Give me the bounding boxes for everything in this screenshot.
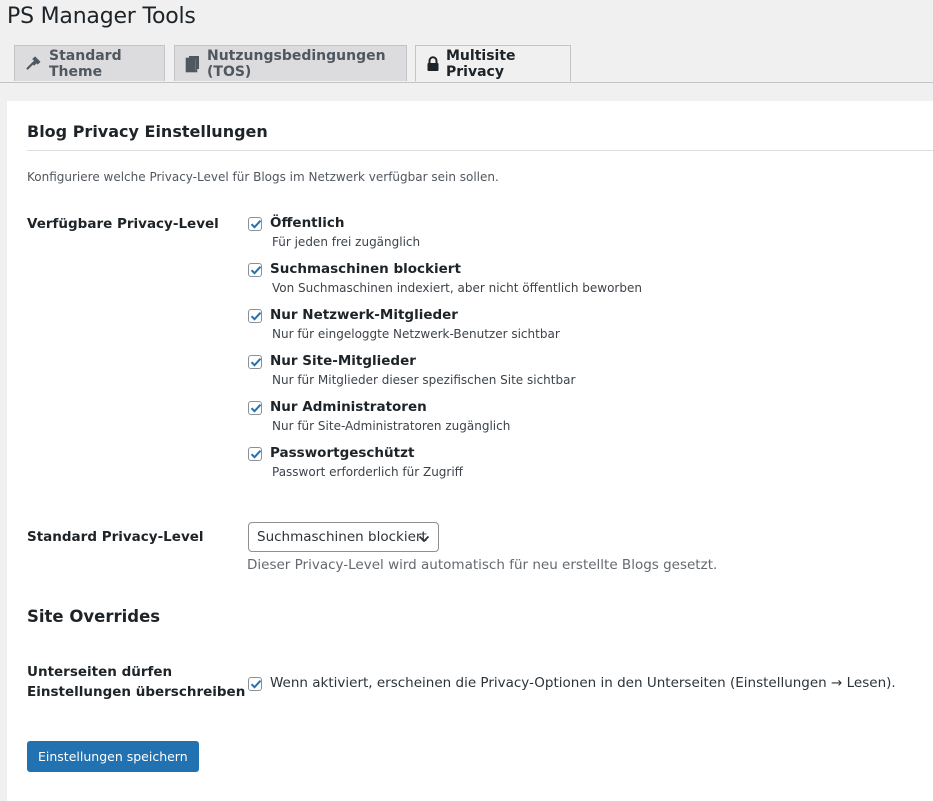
tab-multisite-privacy[interactable] [415, 45, 571, 82]
option-description: Nur für Mitglieder dieser spezifischen Site sichtbar [272, 373, 576, 387]
checkmark-icon [248, 308, 264, 324]
section-title: Blog Privacy Einstellungen [27, 122, 268, 141]
hammer-icon [25, 55, 43, 73]
tab-standard-theme[interactable] [14, 45, 165, 81]
checkmark-icon [248, 262, 264, 278]
checkmark-icon [248, 446, 264, 462]
default-level-description: Dieser Privacy-Level wird automatisch für neu erstellte Blogs gesetzt. [247, 557, 718, 573]
overrides-label-line-1: Unterseiten dürfen [27, 664, 173, 680]
checkmark-icon [248, 216, 264, 232]
overrides-label [27, 662, 245, 702]
option-label: Nur Site-Mitglieder [270, 353, 416, 369]
option-label: Suchmaschinen blockiert [270, 261, 461, 277]
checkbox-network-members[interactable] [248, 309, 262, 323]
divider [27, 150, 933, 151]
lock-icon [426, 56, 440, 72]
checkmark-icon [248, 400, 264, 416]
option-label: Nur Netzwerk-Mitglieder [270, 307, 458, 323]
checkbox-public[interactable] [248, 217, 262, 231]
tab-label: Nutzungsbedingungen (TOS) [207, 47, 386, 80]
option-label: Nur Administratoren [270, 399, 427, 415]
page-title: PS Manager Tools [7, 4, 196, 29]
tab-label: Standard Theme [49, 47, 122, 80]
checkbox-password[interactable] [248, 447, 262, 461]
tab-bar [0, 45, 933, 83]
save-button[interactable]: Einstellungen speichern [27, 741, 199, 772]
default-level-label: Standard Privacy-Level [27, 529, 204, 545]
option-description: Von Suchmaschinen indexiert, aber nicht öffentlich beworben [272, 281, 642, 295]
default-level-select[interactable] [248, 522, 439, 552]
overrides-label-line-2: Einstellungen überschreiben [27, 684, 246, 700]
section-description: Konfiguriere welche Privacy-Level für Blogs im Netzwerk verfügbar sein sollen. [27, 170, 499, 184]
option-description: Nur für eingeloggte Netzwerk-Benutzer sichtbar [272, 327, 560, 341]
checkmark-icon [248, 676, 264, 692]
site-overrides-title: Site Overrides [27, 607, 161, 626]
checkbox-admins[interactable] [248, 401, 262, 415]
overrides-text: Wenn aktiviert, erscheinen die Privacy-Optionen in den Unterseiten (Einstellungen → Lesen). [270, 675, 896, 691]
document-icon [185, 55, 201, 73]
chevron-down-icon [418, 532, 430, 548]
tab-label: Multisite Privacy [446, 47, 516, 80]
checkbox-allow-overrides[interactable] [248, 677, 262, 691]
privacy-levels-label: Verfügbare Privacy-Level [27, 216, 219, 232]
option-label: Passwortgeschützt [270, 445, 415, 461]
option-description: Nur für Site-Administratoren zugänglich [272, 419, 511, 433]
checkbox-site-members[interactable] [248, 355, 262, 369]
checkmark-icon [248, 354, 264, 370]
tab-tos[interactable] [174, 45, 407, 81]
select-value: Suchmaschinen blockiert [257, 529, 427, 545]
settings-panel [7, 101, 933, 801]
option-label: Öffentlich [270, 215, 345, 231]
checkbox-search-blocked[interactable] [248, 263, 262, 277]
option-description: Für jeden frei zugänglich [272, 235, 421, 249]
option-description: Passwort erforderlich für Zugriff [272, 465, 463, 479]
